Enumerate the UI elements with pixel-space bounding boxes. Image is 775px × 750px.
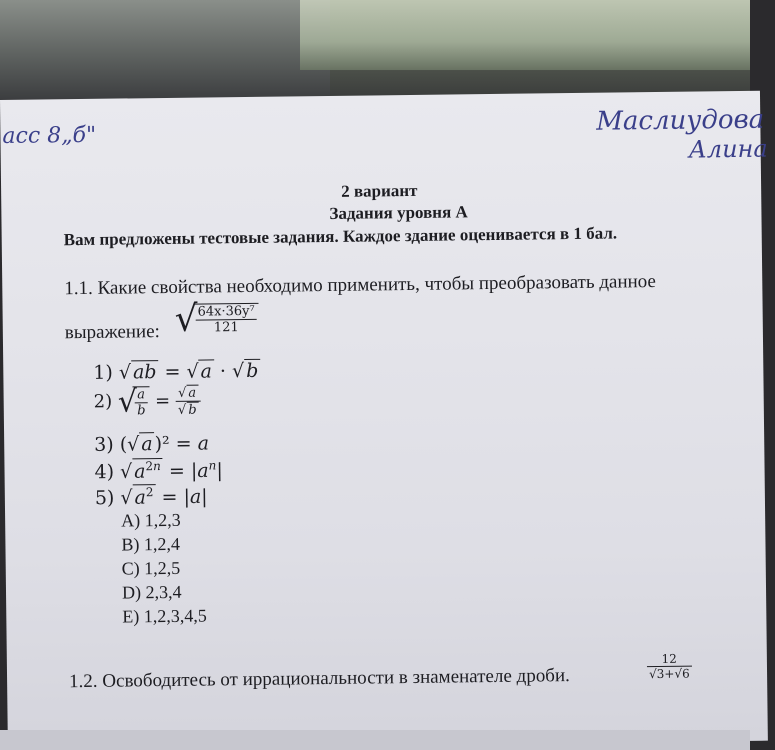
property-number: 2) (93, 391, 113, 413)
question-2-text: 1.2. Освободитесь от иррациональности в знаменателе дроби. (68, 665, 570, 693)
fraction-denominator: √3+√6 (648, 666, 690, 682)
handwritten-name: Алина (688, 134, 768, 164)
expression-radical: √ $\frac{\text{64x·36y⁷}}{121}$ (174, 301, 258, 338)
paper-sheet (0, 91, 768, 750)
property-number: 1) (93, 361, 113, 384)
property-1: 1) √ab = √a · √b (93, 359, 259, 384)
expression-numerator: 64x·36y⁷ (195, 304, 256, 321)
option-a: A) 1,2,3 (121, 509, 181, 531)
background-left (0, 0, 330, 110)
option-e: E) 1,2,3,4,5 (122, 605, 207, 627)
background-window (300, 0, 750, 70)
property-number: 3) (94, 433, 114, 456)
instructions: Вам предложены тестовые задания. Каждое здание оценивается в 1 бал. (63, 223, 618, 250)
fraction-numerator: 12 (647, 652, 692, 668)
fraction-b: b (137, 402, 146, 418)
bottom-edge (0, 730, 750, 750)
fraction-a: a (135, 387, 148, 403)
variant-title: 2 вариант (341, 180, 418, 201)
question-1-text: 1.1. Какие свойства необходимо применить, чтобы преобразовать данное (64, 271, 657, 300)
option-b: B) 1,2,4 (121, 533, 181, 555)
property-3: 3) (√a)² = a (94, 432, 210, 456)
option-d: D) 2,3,4 (121, 581, 182, 603)
property-2: 2) √ $\frac{a}{b}$ = $\frac{√ a}{√ b}$ (93, 384, 200, 420)
option-c: C) 1,2,5 (121, 557, 181, 579)
handwritten-surname: Маслиудова (596, 104, 765, 137)
expression-label: выражение: (64, 321, 161, 344)
property-number: 5) (94, 486, 115, 510)
property-4: 4) $√a^{2n} = |a^n|$ (94, 458, 223, 484)
level-title: Задания уровня А (329, 202, 468, 223)
expression-denominator: 121 (213, 320, 239, 336)
property-5: 5) $√a^2 = |a|$ (94, 485, 208, 510)
property-number: 4) (94, 460, 115, 484)
question-2-fraction (647, 652, 692, 682)
handwritten-class: асс 8„б" (2, 122, 97, 149)
